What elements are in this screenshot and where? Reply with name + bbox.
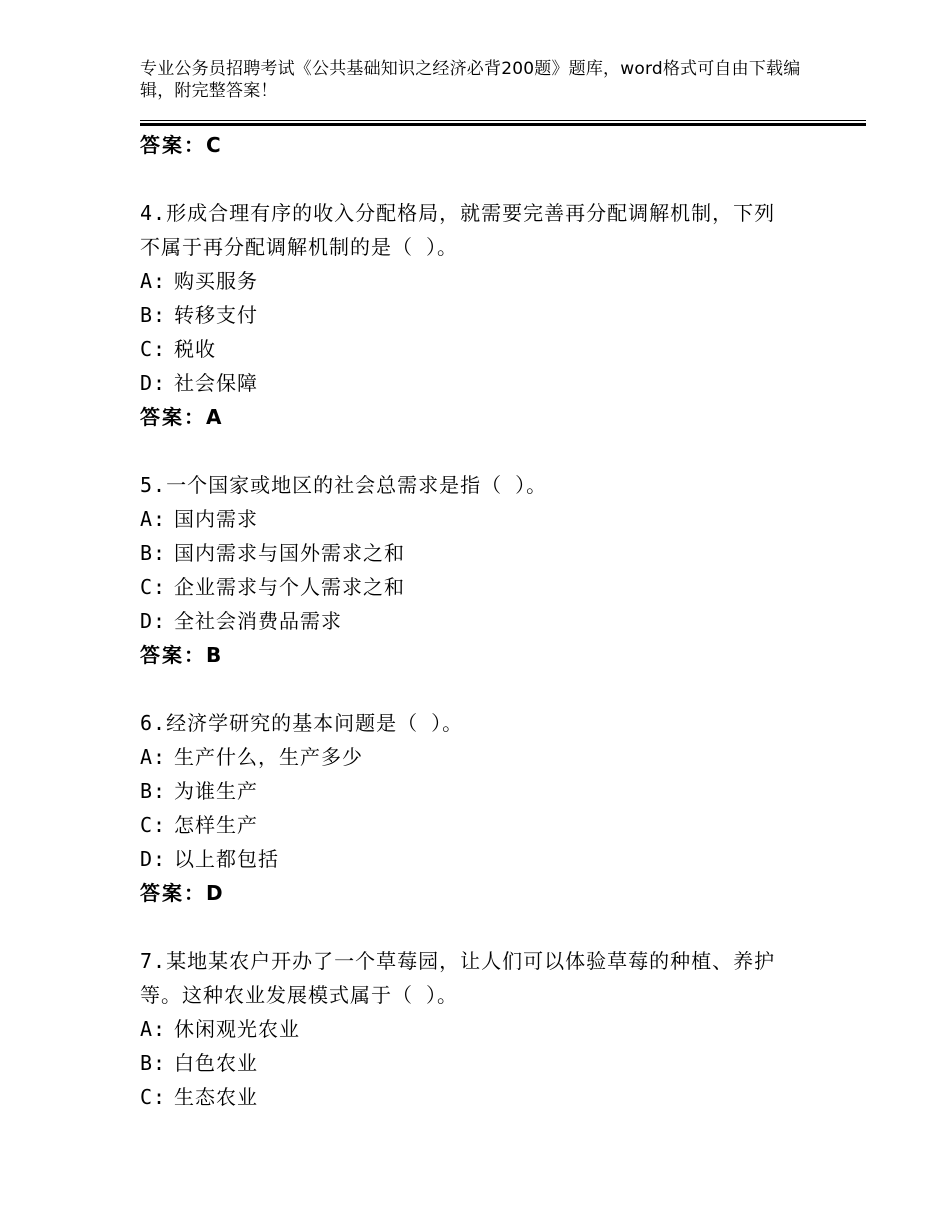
option-letter: A: bbox=[140, 507, 167, 531]
question-stem: 7.某地某农户开办了一个草莓园，让人们可以体验草莓的种植、养护 bbox=[140, 949, 776, 973]
option-text: 生产什么，生产多少 bbox=[174, 745, 363, 769]
option-letter: C: bbox=[140, 337, 167, 361]
question-7 bbox=[140, 944, 820, 1114]
option-letter: D: bbox=[140, 371, 167, 395]
question-stem: 4.形成合理有序的收入分配格局，就需要完善再分配调解机制，下列 bbox=[140, 201, 776, 225]
option-c bbox=[140, 808, 820, 842]
option-letter: A: bbox=[140, 745, 167, 769]
question-5 bbox=[140, 468, 820, 672]
option-c bbox=[140, 332, 820, 366]
option-b bbox=[140, 1046, 820, 1080]
option-text: 以上都包括 bbox=[174, 847, 279, 871]
option-c bbox=[140, 1080, 820, 1114]
answer-label: 答案： bbox=[140, 643, 206, 667]
option-letter: D: bbox=[140, 847, 167, 871]
option-letter: B: bbox=[140, 303, 167, 327]
answer-value: D bbox=[206, 881, 225, 905]
spacer bbox=[140, 162, 820, 196]
spacer bbox=[140, 672, 820, 706]
question-stem: 5.一个国家或地区的社会总需求是指（ ）。 bbox=[140, 473, 548, 497]
option-letter: B: bbox=[140, 541, 167, 565]
page-header bbox=[140, 58, 820, 102]
answer-line bbox=[140, 638, 820, 672]
option-text: 转移支付 bbox=[174, 303, 258, 327]
answer-label: 答案： bbox=[140, 405, 206, 429]
option-letter: C: bbox=[140, 1085, 167, 1109]
option-b bbox=[140, 298, 820, 332]
answer-value: B bbox=[206, 643, 224, 667]
option-text: 为谁生产 bbox=[174, 779, 258, 803]
option-text: 国内需求与国外需求之和 bbox=[174, 541, 405, 565]
spacer bbox=[140, 434, 820, 468]
question-stem: 等。这种农业发展模式属于（ ）。 bbox=[140, 983, 459, 1007]
option-text: 休闲观光农业 bbox=[174, 1017, 300, 1041]
question-list bbox=[140, 128, 820, 1114]
option-a bbox=[140, 740, 820, 774]
option-text: 生态农业 bbox=[174, 1085, 258, 1109]
question-stem: 不属于再分配调解机制的是（ ）。 bbox=[140, 235, 459, 259]
answer-line bbox=[140, 876, 820, 910]
option-a bbox=[140, 502, 820, 536]
answer-label: 答案： bbox=[140, 881, 206, 905]
option-letter: D: bbox=[140, 609, 167, 633]
option-text: 怎样生产 bbox=[174, 813, 258, 837]
option-d bbox=[140, 842, 820, 876]
spacer bbox=[140, 910, 820, 944]
option-letter: A: bbox=[140, 269, 167, 293]
option-text: 购买服务 bbox=[174, 269, 258, 293]
option-letter: A: bbox=[140, 1017, 167, 1041]
header-rule-thick bbox=[140, 123, 866, 126]
option-text: 税收 bbox=[174, 337, 216, 361]
option-text: 国内需求 bbox=[174, 507, 258, 531]
answer-value: A bbox=[206, 405, 224, 429]
option-a bbox=[140, 1012, 820, 1046]
answer-line bbox=[140, 128, 820, 162]
answer-label: 答案： bbox=[140, 133, 206, 157]
question-stem: 6.经济学研究的基本问题是（ ）。 bbox=[140, 711, 464, 735]
question-4 bbox=[140, 196, 820, 434]
option-letter: C: bbox=[140, 813, 167, 837]
option-a bbox=[140, 264, 820, 298]
answer-line bbox=[140, 400, 820, 434]
option-text: 企业需求与个人需求之和 bbox=[174, 575, 405, 599]
option-letter: C: bbox=[140, 575, 167, 599]
option-text: 白色农业 bbox=[174, 1051, 258, 1075]
answer-value: C bbox=[206, 133, 223, 157]
option-d bbox=[140, 604, 820, 638]
option-b bbox=[140, 774, 820, 808]
option-b bbox=[140, 536, 820, 570]
header-text: 专业公务员招聘考试《公共基础知识之经济必背200题》题库，word格式可自由下载编辑，附完整答案！ bbox=[140, 59, 801, 101]
option-d bbox=[140, 366, 820, 400]
header-rule-thin bbox=[140, 120, 866, 121]
option-c bbox=[140, 570, 820, 604]
question-6 bbox=[140, 706, 820, 910]
option-letter: B: bbox=[140, 779, 167, 803]
option-text: 社会保障 bbox=[174, 371, 258, 395]
option-text: 全社会消费品需求 bbox=[174, 609, 342, 633]
option-letter: B: bbox=[140, 1051, 167, 1075]
